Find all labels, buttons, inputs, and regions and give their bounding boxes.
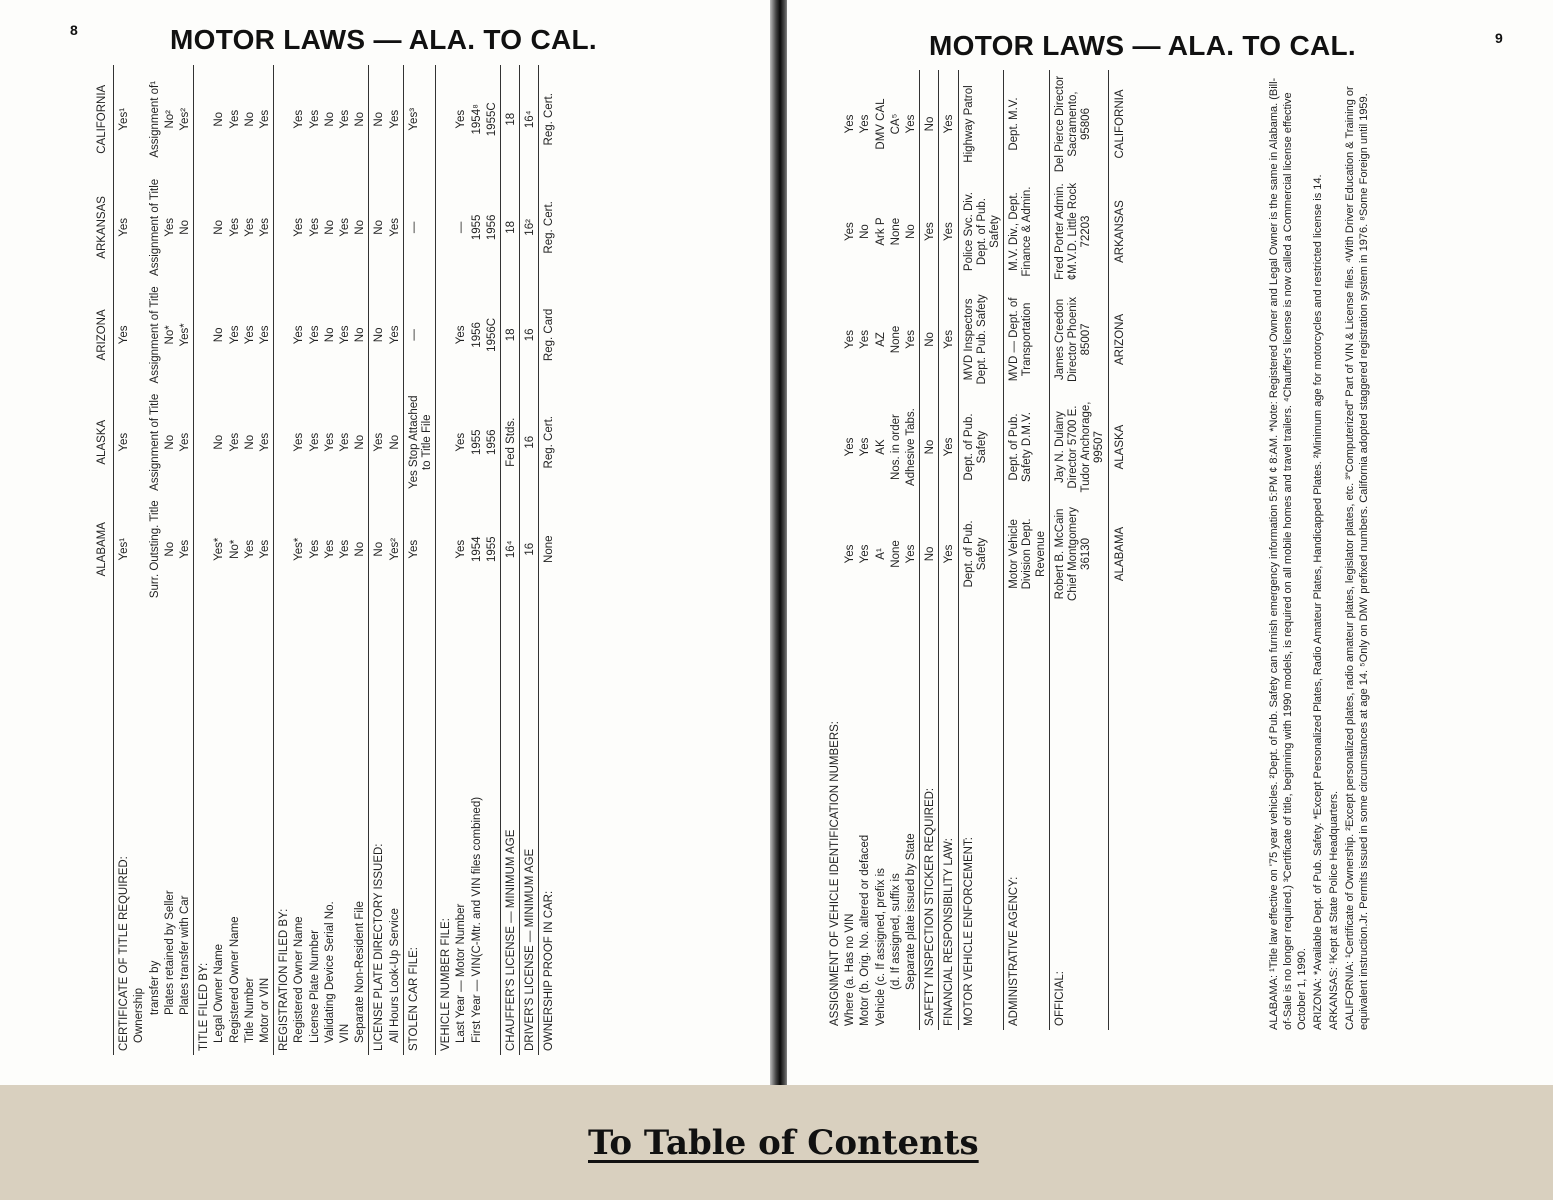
row-label: Legal Owner Name [213,943,226,1043]
table-cell: No [388,434,401,450]
table-cell: Dept. M.V. [1004,70,1050,178]
row-label: Ownership [133,988,146,1043]
table-cell: Yes [844,222,857,241]
table-cell: Yes [118,432,131,452]
row-label: Vehicle (c. If assigned, prefix is [874,868,887,1026]
table-cell [274,496,293,603]
footnote: ARIZONA: *Available Dept. of Pub. Safety. *Except Personalized Plates, Radio Amateur Plates, Handicapped Plates. ²Minimum age for motorcycles and restricted license is 14. [1312,174,1324,1030]
table-cell: 16⁴ [520,65,539,174]
table-cell: Yes [323,539,336,559]
table-cell: Yes [259,432,272,452]
table-cell: Yes [259,325,272,345]
table-cell: Yes [455,539,468,559]
table-cell [132,496,147,603]
footnote: ARKANSAS: ¹Kept at State Police Headquarters. [1328,790,1340,1030]
table-cell: Yes [308,432,321,452]
right-page-number: 9 [1495,30,1503,46]
table-cell: AZ [874,332,887,347]
table-cell: Yes [939,500,958,607]
table-cell: Yes¹ [118,107,131,131]
table-cell: No [354,111,367,127]
row-label: Last Year — Motor Number [455,903,468,1043]
table-cell: No [354,327,367,343]
table-cell: 1955 [470,429,483,456]
table-row [1049,70,1108,1030]
table-cell: Yes [228,109,241,129]
table-cell: Yes* [213,537,226,561]
table-cell: 1954 [470,536,483,563]
table-cell: James Creedon Director Phoenix 85007 [1049,285,1108,394]
table-cell: No [920,70,939,178]
table-cell: Assignment of¹ [148,80,161,158]
row-label: REGISTRATION FILED BY: [274,603,293,1055]
table-cell: Yes [388,217,401,237]
table-cell: Yes [388,325,401,345]
table-cell: No [354,220,367,235]
table-cell: Yes [844,114,857,134]
table-row [258,65,274,1055]
left-page [0,0,775,1085]
table-row [323,65,338,1055]
table-cell: Yes* [179,323,192,347]
table-cell: Reg. Cert. [539,389,558,496]
table-cell [194,65,213,174]
table-cell: Yes [455,432,468,452]
table-cell: Yes [844,437,857,457]
table-cell: Yes [905,544,918,564]
row-label: CHAUFFER'S LICENSE — MINIMUM AGE [501,603,520,1055]
footnote: ALABAMA: ¹Title law effective on '75 year vehicles. ²Dept. of Pub. Safety can furnish emergency information 5:PM ¢ 8:AM. *Note: Registered Owner and Legal Owner is the same in Alabama. (Bill-of-Sale is no longer required.) ³Certificate of title, beginning with 1990 models, is required on all mobile homes and travel trailers. ⁴Chauffer's license is now called a Commercial license effective October 1, 1990. [1268,77,1308,1030]
table-row [889,70,904,1030]
table-cell: Yes¹ [118,537,131,561]
table-row [403,65,435,1055]
table-cell: No [920,500,939,607]
table-cell: Assignment of Title [148,393,161,491]
table-of-contents-link[interactable]: To Table of Contents [588,1123,979,1163]
column-header: ARIZONA [92,281,114,388]
table-cell: Ark P [874,217,887,246]
table-cell: Yes [339,325,352,345]
table-cell: Jay N. Dulany Director 5700 E. Tudor Anchorage, 99507 [1049,394,1108,501]
table-cell: CA⁵ [889,113,902,135]
table-cell [825,500,843,607]
row-label: TITLE FILED BY: [194,603,213,1055]
table-cell: No [920,285,939,394]
table-cell [132,174,147,282]
table-cell: Yes [905,114,918,134]
table-row [338,65,353,1055]
table-cell [436,174,455,282]
table-cell [436,65,455,174]
table-cell: 1956 [485,214,498,241]
table-cell: Dept. of Pub. Safety [958,394,1004,501]
table-cell: Yes [939,70,958,178]
table-cell: Yes [308,217,321,237]
table-cell: Yes [455,109,468,129]
table-cell: Yes* [293,537,306,561]
table-cell [274,281,293,388]
table-cell: Yes [228,325,241,345]
table-cell: No* [163,325,176,345]
left-page-number: 8 [70,22,78,38]
table-cell: No [354,541,367,557]
table-row [388,65,404,1055]
row-label: SAFETY INSPECTION STICKER REQUIRED: [920,608,939,1030]
table-cell [194,281,213,388]
row-label: (d. If assigned, suffix is [889,873,902,990]
table-row [148,65,163,1055]
row-label: Registered Owner Name [293,916,306,1043]
table-cell: 18 [501,174,520,282]
table-row [228,65,243,1055]
table-cell [132,281,147,388]
table-cell: Yes² [388,537,401,561]
table-cell: No [905,224,918,239]
table-cell: Yes [293,325,306,345]
table-cell [194,496,213,603]
table-cell: No [354,434,367,450]
table-cell: Yes [293,217,306,237]
table-cell: 1955 [470,214,483,241]
table-cell: 16⁴ [501,496,520,603]
table-cell: Yes [403,496,435,603]
table-cell: No [369,496,388,603]
toc-bar [0,1085,1553,1200]
table-cell: Highway Patrol [958,70,1004,178]
table-cell: MVD Inspectors Dept. Pub. Safety [958,285,1004,394]
table-cell: No [369,65,388,174]
table-cell: Yes [243,217,256,237]
column-header: ALASKA [92,389,114,496]
table-row [454,65,469,1055]
table-cell: Yes³ [403,65,435,174]
table-cell: Yes [339,217,352,237]
table-row [243,65,258,1055]
table-cell: Yes [939,285,958,394]
table-cell: Yes [228,217,241,237]
table-cell: MVD — Dept. of Transportation [1004,285,1050,394]
table-row [178,65,194,1055]
row-label: VIN [339,1023,352,1043]
table-cell: Assignment of Title [148,178,161,276]
row-label: Separate Non-Resident File [354,901,367,1043]
table-cell [194,174,213,282]
table-cell: DMV CAL [874,98,887,150]
right-page [787,0,1553,1085]
table-cell: No [213,434,226,450]
header-label-cell [92,603,114,1055]
table-cell: No [323,327,336,343]
table-cell: None [889,217,902,246]
table-cell: Dept. of Pub. Safety [958,500,1004,607]
table-cell: Yes [920,178,939,285]
table-cell: No² [163,110,176,129]
table-cell: Yes [243,539,256,559]
row-label: Where (a. Has no VIN [844,913,857,1026]
table-cell: Robert B. McCain Chief Montgomery 36130 [1049,500,1108,607]
table-cell: 16 [520,496,539,603]
row-label: ASSIGNMENT OF VEHICLE IDENTIFICATION NUMBERS: [829,721,841,1026]
table-cell: Yes [339,109,352,129]
row-label [1108,608,1128,1030]
table-cell: ARIZONA [1108,285,1128,394]
table-cell: 1954⁸ [470,104,483,135]
row-label [485,603,501,1055]
table-cell: 18 [501,65,520,174]
right-law-table [825,70,1128,1030]
table-cell [436,389,455,496]
row-label: OWNERSHIP PROOF IN CAR: [539,603,558,1055]
table-cell: No [179,220,192,235]
table-cell: Yes [339,539,352,559]
table-cell: Motor Vehicle Division Dept. Revenue [1004,500,1050,607]
row-label: CERTIFICATE OF TITLE REQUIRED: [118,856,131,1051]
table-cell: Yes [939,178,958,285]
table-row [369,65,388,1055]
table-cell: No [243,434,256,450]
table-row [132,65,147,1055]
row-label: MOTOR VEHICLE ENFORCEMENT: [958,608,1004,1030]
table-cell: — [455,221,468,234]
table-row [904,70,920,1030]
table-cell: Yes [844,330,857,349]
table-cell: Police Svc. Div. Dept. of Pub. Safety [958,178,1004,285]
row-label: Title Number [243,977,256,1043]
row-label: FINANCIAL RESPONSIBILITY LAW: [939,608,958,1030]
table-cell: No* [228,539,241,559]
table-cell: ALASKA [1108,394,1128,501]
row-label: VEHICLE NUMBER FILE: [436,603,455,1055]
table-cell: AK [874,439,887,455]
table-cell: Yes [859,114,872,134]
right-page-title: MOTOR LAWS — ALA. TO CAL. [929,30,1356,61]
table-cell: Yes [844,544,857,564]
table-cell [825,394,843,501]
table-cell: Reg. Card [539,281,558,388]
table-cell: Yes [118,325,131,345]
table-cell [274,389,293,496]
table-cell: Surr. Outsting. Title [148,500,161,599]
table-row [858,70,873,1030]
table-cell: Assignment of Title [148,286,161,384]
left-page-title: MOTOR LAWS — ALA. TO CAL. [170,24,597,55]
table-cell: No [369,281,388,388]
table-row [353,65,369,1055]
table-cell: No [163,541,176,557]
table-cell: Yes [259,217,272,237]
table-cell [825,178,843,285]
table-row [436,65,455,1055]
table-cell: Yes [339,432,352,452]
row-label: OFFICIAL: [1049,608,1108,1030]
table-cell: Yes [179,432,192,452]
table-row [163,65,178,1055]
row-label: Registered Owner Name [228,916,241,1043]
table-row [114,65,133,1055]
left-law-table [92,65,558,1055]
table-cell [436,496,455,603]
table-cell: 1955C [485,102,498,137]
row-label: License Plate Number [308,929,321,1043]
table-cell: — [403,174,435,282]
right-page-table [825,70,1128,1030]
table-cell: No [213,220,226,235]
table-cell: Fred Porter Admin.¢M.V.D. Little Rock 72203 [1049,178,1108,285]
row-label: First Year — VIN(C-Mtr. and VIN files combined) [470,796,483,1043]
table-cell: No [369,174,388,282]
table-cell: Yes [859,330,872,349]
table-cell: Nos. in order [889,414,902,480]
table-cell: 16 [520,389,539,496]
table-row [539,65,558,1055]
row-label: All Hours Look-Up Service [388,908,401,1043]
table-cell: ALABAMA [1108,500,1128,607]
table-cell: None [539,496,558,603]
table-row [958,70,1004,1030]
table-cell: Yes [905,330,918,349]
table-cell: CALIFORNIA [1108,70,1128,178]
column-header: CALIFORNIA [92,65,114,174]
table-cell: Yes [228,432,241,452]
table-cell: Reg. Cert. [539,65,558,174]
table-cell: Yes [308,539,321,559]
table-header-row [92,65,114,1055]
table-row [308,65,323,1055]
table-row [520,65,539,1055]
left-page-table [92,65,558,1055]
table-cell: Yes [455,325,468,345]
table-cell: Yes [388,109,401,129]
table-cell [132,65,147,174]
table-cell: Yes [118,217,131,237]
table-cell: None [889,325,902,354]
footnotes [1267,75,1373,1030]
row-label: Motor (b. Orig. No. altered or defaced [859,834,872,1026]
table-cell [274,65,293,174]
table-cell: Yes [369,389,388,496]
table-cell: A¹ [874,548,887,560]
table-cell: 1955 [485,536,498,563]
table-cell [194,389,213,496]
table-cell: 16 [520,281,539,388]
table-cell: Adhesive Tabs. [905,408,918,486]
row-label: Motor or VIN [259,977,272,1043]
table-cell [436,281,455,388]
table-row [274,65,293,1055]
table-row [212,65,227,1055]
table-cell: No [163,434,176,450]
table-cell [825,285,843,394]
table-cell: Yes [939,394,958,501]
table-cell: Fed Stds. [501,389,520,496]
table-cell: None [889,540,902,568]
table-cell [274,174,293,282]
footnote: CALIFORNIA: ¹Certificate of Ownership. ²Except personalized plates, radio amateur plates, legislator plates, etc. ³"Computerized" Part of VIN & License files. ⁴With Driver Education & Training or equivalent instruction.Jr. Permits issued in some circumstances at age 14. ⁵Only on DMV prefixed numbers. California adopted staggered registration system in 1976. ⁸Some Foreign until 1959. [1344,86,1370,1030]
row-label: LICENSE PLATE DIRECTORY ISSUED: [369,603,388,1055]
table-cell: 1956 [470,322,483,348]
table-row [485,65,501,1055]
table-cell: ARKANSAS [1108,178,1128,285]
table-cell: No [213,111,226,127]
table-cell: Yes [179,539,192,559]
table-cell: No [243,111,256,127]
table-cell: Dept. of Pub. Safety D.M.V. [1004,394,1050,501]
table-cell: Yes² [179,107,192,131]
table-cell: Yes [859,544,872,564]
table-row [1108,70,1128,1030]
row-label: Validating Device Serial No. [323,901,336,1043]
table-cell: No [323,220,336,235]
table-cell: Yes [243,325,256,345]
row-label: ADMINISTRATIVE AGENCY: [1004,608,1050,1030]
table-cell: No [859,224,872,239]
table-cell: Yes [323,432,336,452]
column-header: ALABAMA [92,496,114,603]
table-cell: No [213,327,226,343]
table-cell: 18 [501,281,520,388]
table-row [292,65,307,1055]
table-row [843,70,858,1030]
table-cell: Yes [259,539,272,559]
table-cell: 16² [520,174,539,282]
table-cell: No [920,394,939,501]
table-row [501,65,520,1055]
table-cell: Yes [308,325,321,345]
row-label: Separate plate issued by State [905,833,918,990]
table-cell: Yes [859,437,872,457]
table-cell: M.V. Div., Dept. Finance & Admin. [1004,178,1050,285]
table-cell: Yes [293,432,306,452]
row-label: STOLEN CAR FILE: [403,603,435,1055]
table-cell [132,389,147,496]
table-cell: Yes [163,217,176,237]
table-cell: 1956 [485,429,498,456]
table-cell: Yes [308,109,321,129]
row-label: Plates retained by Seller [163,890,176,1015]
table-row [1004,70,1050,1030]
row-label: Plates transfer with Car [179,895,192,1015]
table-row [825,70,843,1030]
table-row [470,65,485,1055]
row-label: transfer by [148,960,161,1015]
table-cell: 1956C [485,317,498,352]
table-row [194,65,213,1055]
table-cell: No [323,111,336,127]
table-cell: Yes [259,109,272,129]
row-label: DRIVER'S LICENSE — MINIMUM AGE [520,603,539,1055]
table-cell: Yes Stop Attached to Title File [403,389,435,496]
table-row [939,70,958,1030]
table-cell: Del Pierce Director Sacramento, 95806 [1049,70,1108,178]
column-header: ARKANSAS [92,174,114,282]
table-cell: Reg. Cert. [539,174,558,282]
table-row [920,70,939,1030]
table-row [874,70,889,1030]
table-cell: Yes [293,109,306,129]
table-cell [825,70,843,178]
table-cell: — [403,281,435,388]
